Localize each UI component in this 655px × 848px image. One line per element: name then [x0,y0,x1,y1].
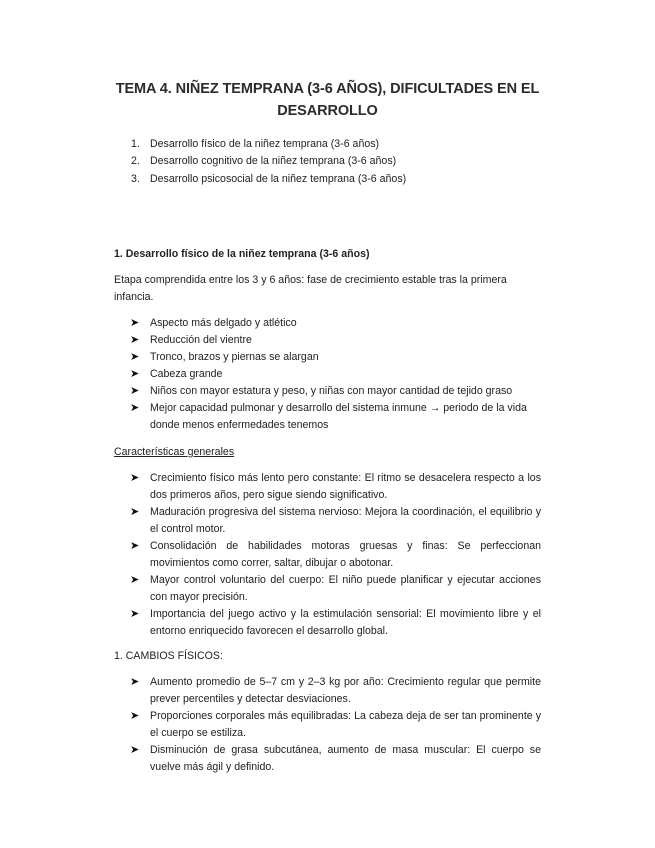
table-of-contents [131,136,406,188]
list-item: ➤ Reducción del vientre [114,332,541,349]
section-1 [114,246,541,434]
arrow-bullet-icon: ➤ [130,506,140,518]
list-item: ➤ Niños con mayor estatura y peso, y niñas con mayor cantidad de tejido graso [114,383,541,400]
arrow-bullet-icon: ➤ [130,540,140,552]
bullet-list [114,470,541,640]
arrow-bullet-icon: ➤ [130,351,140,363]
physical-changes [114,648,541,776]
arrow-bullet-icon: ➤ [130,744,140,756]
list-item: ➤ Crecimiento físico más lento pero constante: El ritmo se desacelera respecto a los dos primeros años, pero sigue siendo significativo. [130,472,541,501]
subsection-heading: Características generales [114,446,235,458]
arrow-bullet-icon: ➤ [130,472,140,484]
subsection-heading: 1. CAMBIOS FÍSICOS: [114,650,223,662]
section-intro: Etapa comprendida entre los 3 y 6 años: fase de crecimiento estable tras la primera infancia. [114,274,507,303]
bullet-list [114,674,541,776]
list-item: ➤ Consolidación de habilidades motoras gruesas y finas: Se perfeccionan movimientos como correr, saltar, dibujar o abotonar. [130,540,541,569]
general-characteristics [114,444,541,640]
arrow-bullet-icon: ➤ [130,710,140,722]
arrow-bullet-icon: ➤ [130,368,140,380]
arrow-bullet-icon: ➤ [130,317,140,329]
toc-item: 1. Desarrollo físico de la niñez temprana (3-6 años) [131,138,380,150]
arrow-bullet-icon: ➤ [130,385,140,397]
toc-item: 2. Desarrollo cognitivo de la niñez temprana (3-6 años) [131,155,397,168]
arrow-bullet-icon: ➤ [130,608,140,620]
list-item: ➤ Maduración progresiva del sistema nervioso: Mejora la coordinación, el equilibrio y el control motor. [130,506,541,535]
page-title: TEMA 4. NIÑEZ TEMPRANA (3-6 AÑOS), DIFICULTADES EN EL DESARROLLO [115,81,540,119]
arrow-bullet-icon: ➤ [130,574,140,586]
section-heading: 1. Desarrollo físico de la niñez temprana (3-6 años) [114,248,370,260]
arrow-bullet-icon: ➤ [130,402,140,414]
list-item: ➤ Proporciones corporales más equilibradas: La cabeza deja de ser tan prominente y el cuerpo se estiliza. [130,710,541,739]
list-item: ➤ Aumento promedio de 5–7 cm y 2–3 kg por año: Crecimiento regular que permite prever percentiles y detectar desviaciones. [130,676,541,705]
arrow-bullet-icon: ➤ [130,334,140,346]
list-item: ➤ Cabeza grande [114,366,541,383]
list-item: ➤ Importancia del juego activo y la estimulación sensorial: El movimiento libre y el entorno enriquecido favorecen el desarrollo global. [130,608,541,637]
arrow-bullet-icon: ➤ [130,676,140,688]
list-item: ➤ Aspecto más delgado y atlético [114,315,541,332]
list-item: ➤ Disminución de grasa subcutánea, aumento de masa muscular: El cuerpo se vuelve más ágil y definido. [130,744,541,773]
list-item: ➤ Tronco, brazos y piernas se alargan [114,349,541,366]
toc-item: 3. Desarrollo psicosocial de la niñez temprana (3-6 años) [131,172,407,185]
list-item: ➤ Mayor control voluntario del cuerpo: El niño puede planificar y ejecutar acciones con mayor precisión. [130,574,541,603]
bullet-list [114,315,541,434]
list-item: ➤ Mejor capacidad pulmonar y desarrollo del sistema inmune → periodo de la vida donde menos enfermedades tenemos [130,402,527,431]
